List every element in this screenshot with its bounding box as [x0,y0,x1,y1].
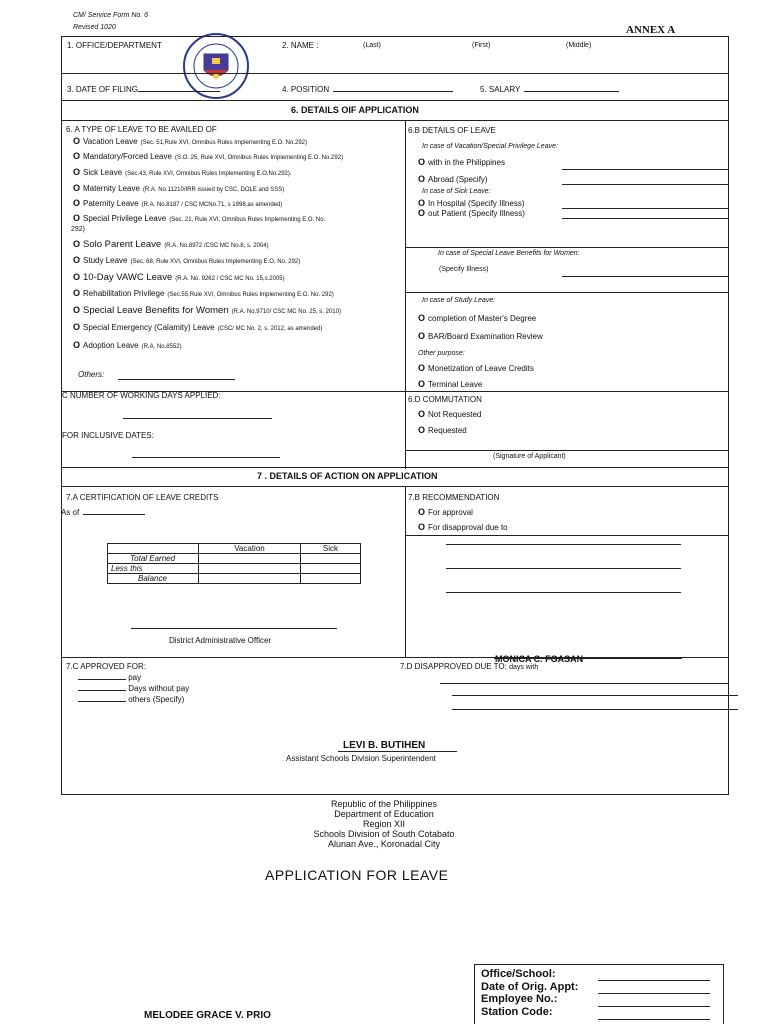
date-of-filing-field[interactable] [138,91,220,92]
others-label: Others: [78,370,105,379]
bar-review-option[interactable]: O BAR/Board Examination Review [418,331,543,341]
form-number: CM/ Service Form No. 6 [73,12,149,19]
row-divider [405,535,729,536]
leave-type-label: Adoption Leave [83,341,139,350]
sick-case-header: In case of Sick Leave: [422,188,491,195]
annex-label: ANNEX A [626,24,676,36]
table-row [108,564,361,574]
radio-icon: O [418,507,426,517]
radio-icon: O [73,167,81,177]
leave-type-label: Solo Parent Leave [83,239,162,250]
others-specify-row: others (Specify) [78,695,184,704]
radio-icon: O [73,136,81,146]
agency-line: Department of Education [334,809,434,819]
section-7d-title: 7.D DISAPPROVED DUE TO: days with [400,662,539,671]
radio-icon: O [418,409,426,419]
leave-type-label: Special Leave Benefits for Women [83,305,229,316]
table-cell[interactable] [199,554,301,564]
within-philippines-option[interactable]: O with in the Philippines [418,157,505,167]
section-7b-title: 7.B RECOMMENDATION [408,493,500,502]
column-divider [405,486,406,657]
position-label: 4. POSITION [282,85,453,94]
table-cell[interactable] [199,574,301,584]
station-code-field[interactable] [598,1019,710,1020]
signature-of-applicant-caption: (Signature of Applicant) [493,453,566,460]
leave-type-reference: (Sec. 68, Rule XVI, Omnibus Rules Implementing E.O. No. 292) [130,259,301,265]
others-specify-field[interactable] [78,701,126,702]
out-patient-line [562,218,729,219]
radio-icon: O [73,305,81,315]
leave-type-label: Study Leave [83,256,128,265]
leave-type-reference: (R.A. No.8972 /CSC MC No.8, s. 2004) [164,243,269,249]
middle-name-caption: (Middle) [566,42,592,49]
date-of-filing-label: 3. DATE OF FILING [67,85,220,94]
disapproved-reason-line [452,695,738,696]
disapproval-line [446,592,681,593]
agency-line: Republic of the Philippines [330,799,438,809]
women-specify-illness: (Specify Illness) [439,266,489,273]
table-cell[interactable] [300,554,360,564]
women-case-header: In case of Special Leave Benefits for Women: [438,250,580,257]
table-cell[interactable] [300,574,360,584]
form-revision: Revised 1020 [73,24,116,31]
radio-icon: O [418,363,426,373]
inclusive-dates-field[interactable] [132,457,280,458]
radio-icon: O [418,425,426,435]
leave-type-option[interactable] [73,322,322,332]
leave-type-label: Special Privilege Leave [83,214,167,223]
in-hospital-line [562,208,729,209]
leave-type-reference: (R.A. No.8552) [141,344,182,350]
office-school-field[interactable] [598,980,710,981]
leave-type-label: Special Emergency (Calamity) Leave [83,323,215,332]
table-cell[interactable] [199,564,301,574]
leave-type-label: Paternity Leave [83,199,139,208]
leave-type-option[interactable] [73,272,285,283]
table-header-row [108,544,361,554]
dao-signature-line [131,628,337,629]
days-with-pay-row: pay [78,673,141,682]
for-disapproval-option[interactable]: O For disapproval due to [418,522,508,532]
radio-icon: O [73,183,81,193]
leave-type-label: Mandatory/Forced Leave [83,152,172,161]
radio-icon: O [418,331,426,341]
agency-line: Alunan Ave., Koronadal City [328,839,440,849]
row-divider [405,292,729,293]
other-purpose-header: Other purpose: [418,350,465,357]
signature-line [405,450,729,451]
as-of-label: As of [61,508,145,517]
within-specify-line [562,169,729,170]
masters-degree-option[interactable]: O completion of Master's Degree [418,313,537,323]
section-7a-title: 7.A CERTIFICATION OF LEAVE CREDITS [66,493,219,502]
agency-line: Schools Division of South Cotabato [313,829,455,839]
spl-ref-continued: 292) [71,226,86,233]
salary-field[interactable] [524,91,619,92]
leave-type-option[interactable] [73,340,182,350]
recommending-signature-line [494,658,682,659]
leave-type-label: 10-Day VAWC Leave [83,272,173,283]
radio-icon: O [418,379,426,389]
leave-credits-table [107,543,361,584]
radio-icon: O [73,288,81,298]
disapproved-reason-line [452,709,738,710]
leave-type-label: Maternity Leave [83,184,140,193]
disapproval-line [446,544,681,545]
table-row [108,554,361,564]
days-without-pay-row: Days without pay [78,684,189,693]
section-7c-title: 7.C APPROVED FOR: [66,662,147,671]
last-name-caption: (Last) [363,42,381,49]
women-illness-line [562,276,729,277]
leave-type-reference: (Sec.55,Rule XVI, Omnibus Rules Implementing E.O. No. 292) [167,292,334,298]
in-hospital-option[interactable]: O In Hospital (Specify Illness) [418,198,525,208]
row-label: Total Earned [108,554,199,564]
leave-type-label: Rehabilitation Privilege [83,289,165,298]
radio-icon: O [418,313,426,323]
section-6b-title: 6.B DETAILS OF LEAVE [408,126,496,135]
table-cell[interactable] [300,564,360,574]
salary-label: 5. SALARY [480,85,619,94]
date-orig-appt-field[interactable] [598,993,710,994]
radio-icon: O [73,272,81,282]
for-approval-option[interactable]: O For approval [418,507,473,517]
agency-header [234,799,534,849]
row-divider [61,100,729,101]
radio-icon: O [73,151,81,161]
leave-type-option[interactable] [73,213,325,223]
leave-type-reference: (R.A. No. 9262 / CSC MC No. 15,s.2005) [175,276,285,282]
approving-signature-line [338,751,457,752]
approving-signatory-name: LEVI B. BUTIHEN [343,740,426,751]
position-field[interactable] [333,91,453,92]
inclusive-dates-label: FOR INCLUSIVE DATES: [62,431,154,440]
study-case-header: In case of Study Leave: [422,297,496,304]
section-6a-title: 6. A TYPE OF LEAVE TO BE AVAILED OF [66,125,217,134]
first-name-caption: (First) [472,42,491,49]
leave-type-reference: (R.A. No.9710/ CSC MC No. 25, s. 2010) [231,309,341,315]
approving-signatory-title: Assistant Schools Division Superintendent [286,754,436,763]
row-divider [61,73,729,74]
leave-type-reference: (R.A. No.11210/IRR issued by CSC, DOLE and SSS) [142,187,285,193]
abroad-option[interactable]: O Abroad (Specify) [418,174,488,184]
row-divider [405,247,729,248]
radio-icon: O [73,213,81,223]
leave-type-option[interactable] [73,305,341,316]
agency-line: Region XII [362,819,406,829]
office-department-label: 1. OFFICE/DEPARTMENT [67,41,162,50]
name-label: 2. NAME : [282,41,319,50]
leave-type-reference: (S.O. 25, Rule XVI, Omnibus Rules Implementing E.O. No.292) [174,155,344,161]
employee-info-labels [481,968,578,1018]
office-school-label: Office/School: [481,968,556,980]
leave-type-label: Vacation Leave [83,137,138,146]
radio-icon: O [418,174,426,184]
row-divider [61,657,729,658]
disapproved-reason-line [440,683,728,684]
days-without-pay-field[interactable] [78,690,126,691]
leave-type-reference: (Sec. 51,Rule XVI, Omnibus Rules Implementing E.O. No.292) [140,140,307,146]
others-field[interactable] [118,379,235,380]
date-orig-appt-label: Date of Orig. Appt: [481,980,579,993]
table-header-cell: Sick [300,544,360,554]
radio-icon: O [73,239,81,249]
section-6d-title: 6.D COMMUTATION [408,395,482,404]
monetization-option[interactable]: O Monetization of Leave Credits [418,363,534,373]
terminal-leave-option[interactable]: O Terminal Leave [418,379,483,389]
vacation-case-header: In case of Vacation/Special Privilege Leave: [422,143,558,150]
row-divider [61,120,729,121]
out-patient-option[interactable]: O out Patient (Specify Illness) [418,208,525,218]
employee-no-field[interactable] [598,1006,710,1007]
radio-icon: O [418,522,426,532]
table-header-cell: Vacation [199,544,301,554]
working-days-field[interactable] [123,418,272,419]
employee-name: MELODEE GRACE V. PRIO [144,1010,271,1021]
leave-type-option[interactable] [73,151,343,161]
leave-type-label: Sick Leave [83,168,123,177]
leave-type-option[interactable] [73,183,284,193]
form-frame [61,36,729,795]
row-divider [61,467,729,468]
leave-type-reference: (R.A. No.8187 / CSC MCNo.71, s 1998,as amended) [141,202,283,208]
leave-type-option[interactable] [73,167,292,177]
leave-type-reference: (CSC/ MC No. 2, s. 2012, as amended) [217,326,323,332]
radio-icon: O [73,255,81,265]
radio-icon: O [73,340,81,350]
not-requested-option[interactable]: O Not Requested [418,409,482,419]
leave-type-option[interactable] [73,136,307,146]
row-label: Less this [108,564,199,574]
disapproval-line [446,568,681,569]
table-row [108,574,361,584]
section-6c-title: C NUMBER OF WORKING DAYS APPLIED: [62,391,221,400]
leave-type-option[interactable] [73,239,269,250]
leave-type-option[interactable] [73,288,334,298]
section-6-title: 6. DETAILS OIF APPLICATION [291,105,419,115]
section-7-title: 7 . DETAILS OF ACTION ON APPLICATION [257,471,438,481]
radio-icon: O [418,198,426,208]
table-header-cell [108,544,199,554]
employee-no-label: Employee No.: [481,993,558,1005]
station-code-label: Station Code: [481,1005,553,1018]
leave-type-option[interactable] [73,198,282,208]
leave-type-option[interactable] [73,255,300,265]
days-with-pay-field[interactable] [78,679,126,680]
leave-type-reference: (Sec. 21, Rule XVI, Omnibus Rules Implementing E.O. No. [169,217,326,223]
application-title: APPLICATION FOR LEAVE [265,867,449,883]
recommending-signatory: MONICA C. FGASAN [495,654,584,662]
requested-option[interactable]: O Requested [418,425,467,435]
radio-icon: O [418,208,426,218]
radio-icon: O [73,322,81,332]
column-divider [405,120,406,469]
row-label: Balance [108,574,199,584]
as-of-field[interactable] [83,514,145,515]
radio-icon: O [418,157,426,167]
radio-icon: O [73,198,81,208]
dao-caption: District Administrative Officer [169,636,272,645]
row-divider [61,486,729,487]
abroad-specify-line [562,184,729,185]
leave-type-reference: (Sec.43, Rule XVI, Omnibus Rules Implementing E.O.No.292). [125,171,292,177]
